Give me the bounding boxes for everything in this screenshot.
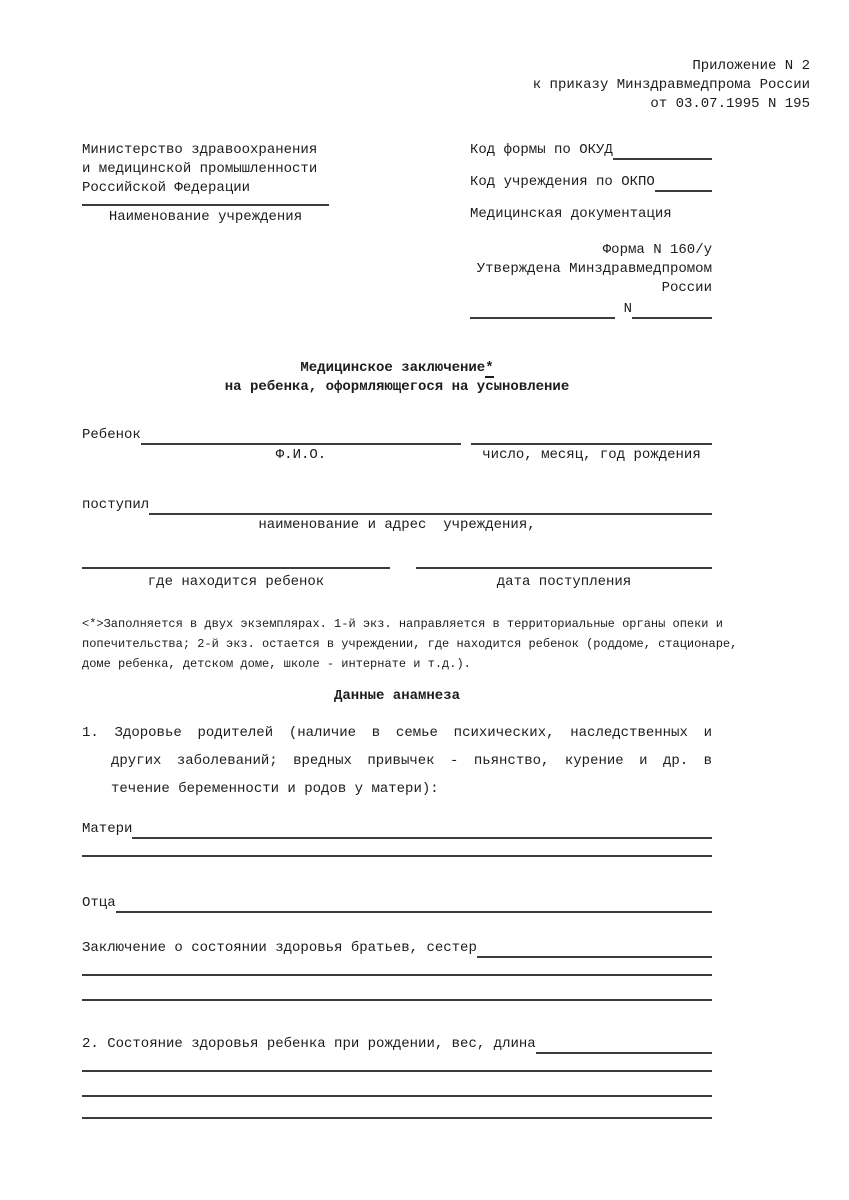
anamnesis-item-1 bbox=[82, 719, 712, 803]
institution-name-caption: Наименование учреждения bbox=[108, 209, 303, 225]
siblings-field-line2 bbox=[82, 974, 712, 976]
mother-health-field bbox=[132, 820, 712, 839]
institution-field bbox=[149, 496, 712, 515]
okpo-label: Код учреждения по ОКПО bbox=[470, 174, 655, 190]
okpo-row bbox=[470, 173, 712, 192]
location-caption: где находится ребенок bbox=[147, 574, 325, 590]
item1-line: других заболеваний; вредных привычек - пьянство, курение и др. в bbox=[111, 753, 712, 769]
form-order-row bbox=[470, 300, 712, 319]
form-number-block bbox=[470, 241, 712, 319]
footnote-line: попечительства; 2-й экз. остается в учреждении, где находится ребенок (роддоме, стационаре, bbox=[82, 637, 738, 651]
child-location-field bbox=[82, 555, 390, 569]
appendix-block bbox=[0, 0, 849, 114]
admitted-row bbox=[82, 496, 712, 515]
form-approved-line: России bbox=[661, 280, 712, 296]
item2-row bbox=[82, 1035, 712, 1054]
okud-row bbox=[470, 141, 712, 160]
siblings-label: Заключение о состоянии здоровья братьев, сестер bbox=[82, 940, 477, 956]
child-birthdate-field bbox=[471, 426, 712, 445]
institution-caption: наименование и адрес учреждения, bbox=[258, 517, 536, 533]
ministry-line: и медицинской промышленности bbox=[82, 161, 318, 177]
birthdate-caption: число, месяц, год рождения bbox=[482, 447, 701, 463]
order-number-field bbox=[632, 300, 712, 319]
ministry-block bbox=[82, 141, 392, 319]
father-row bbox=[82, 894, 712, 913]
birth-condition-field-line2 bbox=[82, 1070, 712, 1072]
okud-label: Код формы по ОКУД bbox=[470, 142, 613, 158]
mother-row bbox=[82, 820, 712, 839]
item1-line: 1. Здоровье родителей (наличие в семье психических, наследственных и bbox=[82, 725, 712, 741]
father-health-field bbox=[116, 894, 712, 913]
okud-field bbox=[613, 141, 712, 160]
ministry-line: Российской Федерации bbox=[82, 180, 251, 196]
form-body bbox=[82, 359, 738, 1119]
footnote-line: доме ребенка, детском доме, школе - интернате и т.д.). bbox=[82, 657, 471, 671]
child-captions bbox=[82, 446, 712, 465]
mother-health-field-line2 bbox=[82, 855, 712, 857]
admitted-label: поступил bbox=[82, 497, 150, 513]
footnote bbox=[82, 614, 738, 674]
birth-condition-field-line3 bbox=[82, 1095, 712, 1097]
location-captions bbox=[82, 573, 712, 592]
item1-line: течение беременности и родов у матери): bbox=[111, 781, 439, 797]
order-date-field bbox=[470, 300, 615, 319]
appendix-line: к приказу Минздравмедпрома России bbox=[532, 77, 810, 93]
mother-label: Матери bbox=[82, 821, 133, 837]
appendix-line: от 03.07.1995 N 195 bbox=[650, 96, 810, 112]
item2-label: 2. Состояние здоровья ребенка при рождении, вес, длина bbox=[82, 1036, 536, 1052]
anamnesis-heading: Данные анамнеза bbox=[333, 688, 461, 704]
title-main-text: Медицинское заключение bbox=[300, 360, 486, 376]
child-row bbox=[82, 426, 712, 445]
fio-caption: Ф.И.О. bbox=[275, 447, 327, 463]
birth-condition-field-line4 bbox=[82, 1117, 712, 1119]
form-number-line: Форма N 160/у bbox=[602, 242, 712, 258]
location-row bbox=[82, 555, 712, 569]
footnote-star: * bbox=[485, 360, 494, 376]
order-n-label: N bbox=[615, 301, 632, 317]
title-line-2: на ребенка, оформляющегося на усыновление bbox=[224, 379, 570, 395]
institution-name-field bbox=[82, 204, 329, 206]
footnote-line: <*>Заполняется в двух экземплярах. 1-й экз. направляется в территориальные органы опеки и bbox=[82, 617, 723, 631]
okpo-field bbox=[655, 173, 712, 192]
siblings-row bbox=[82, 939, 712, 958]
child-name-field bbox=[141, 426, 461, 445]
codes-block bbox=[470, 141, 712, 319]
form-header bbox=[82, 141, 712, 319]
birth-condition-field bbox=[536, 1035, 712, 1054]
form-approved-line: Утверждена Минздравмедпромом bbox=[476, 261, 712, 277]
ministry-line: Министерство здравоохранения bbox=[82, 142, 318, 158]
appendix-line: Приложение N 2 bbox=[692, 58, 810, 74]
father-label: Отца bbox=[82, 895, 116, 911]
title-line-1 bbox=[82, 359, 712, 378]
child-label: Ребенок bbox=[82, 427, 141, 443]
admission-date-field bbox=[416, 555, 712, 569]
siblings-field-line3 bbox=[82, 999, 712, 1001]
siblings-health-field bbox=[477, 939, 712, 958]
med-doc-label: Медицинская документация bbox=[470, 206, 672, 222]
admission-date-caption: дата поступления bbox=[496, 574, 632, 590]
document-title bbox=[82, 359, 712, 397]
